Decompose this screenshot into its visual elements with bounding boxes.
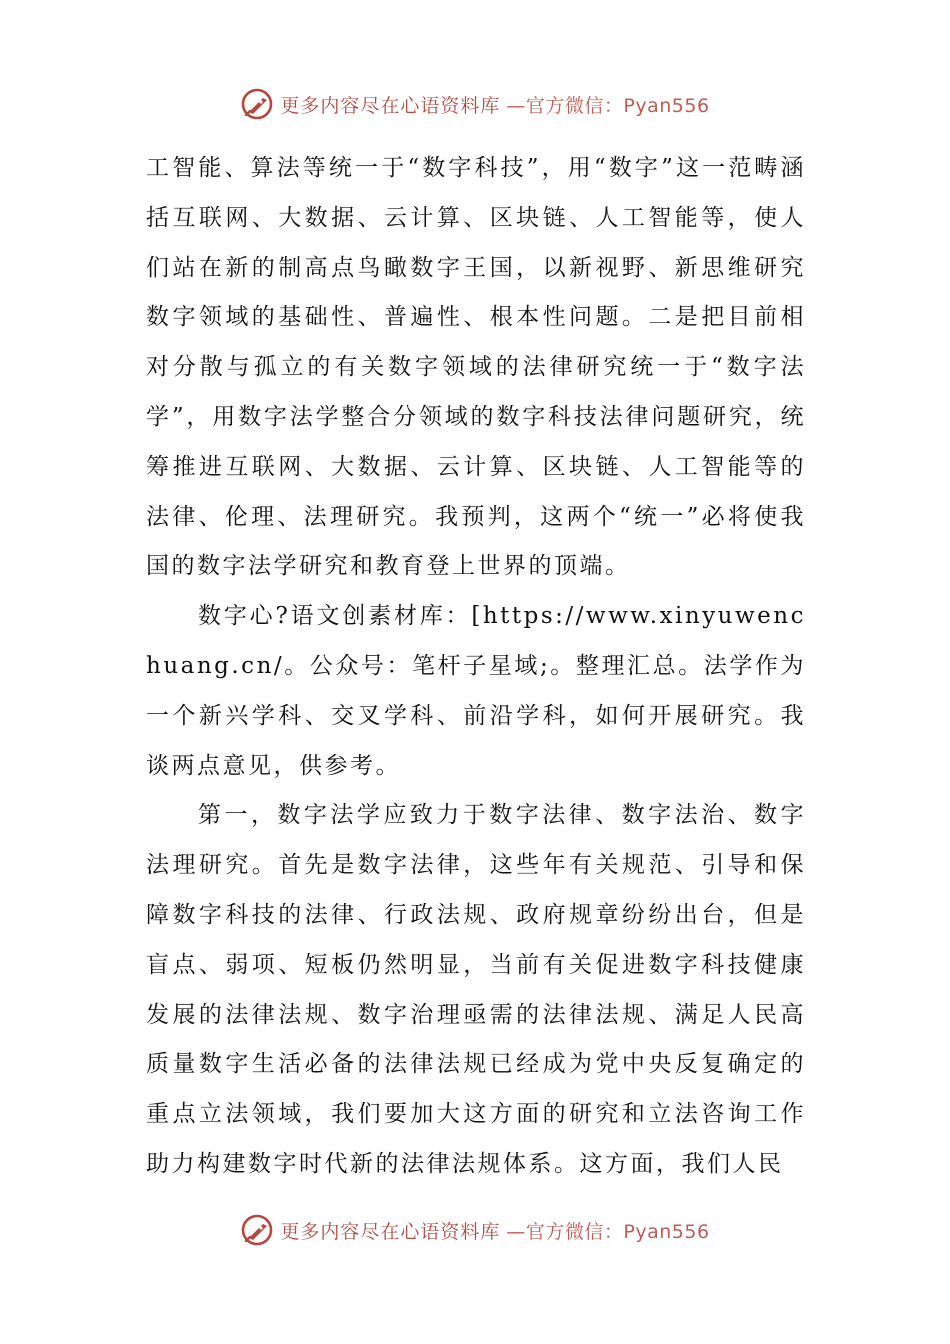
- paragraph-1: 工智能、算法等统一于“数字科技”，用“数字”这一范畴涵括互联网、大数据、云计算、区块链、人工智能等，使人们站在新的制高点鸟瞰数字王国，以新视野、新思维研究数字领域的基础性、普遍性、根本性问题。二是把目前相对分散与孤立的有关数字领域的法律研究统一于“数字法学”，用数字法学整合分领域的数字科技法律问题研究，统筹推进互联网、大数据、云计算、区块链、人工智能等的法律、伦理、法理研究。我预判，这两个“统一”必将使我国的数字法学研究和教育登上世界的顶端。: [146, 155, 806, 580]
- footer-banner: [0, 1208, 950, 1252]
- footer-wechat-text: —官方微信：Pyan556: [506, 1220, 710, 1243]
- header-banner-content: [240, 87, 709, 121]
- paragraph-2: 数字心?语文创素材库：[https://www.xinyuwenchuang.cn/。公众号：笔杆子星域;。整理汇总。法学作为一个新兴学科、交叉学科、前沿学科，如何开展研究。我谈两点意见，供参考。: [146, 603, 806, 779]
- header-wechat-text: —官方微信：Pyan556: [506, 94, 710, 117]
- footer-banner-content: [240, 1213, 709, 1247]
- pen-nib-logo-icon: [240, 87, 274, 121]
- pen-nib-logo-icon: [240, 1213, 274, 1247]
- header-brand-text: 更多内容尽在心语资料库: [280, 94, 501, 117]
- document-body: [146, 144, 806, 1190]
- header-banner: [0, 82, 950, 126]
- paragraph-3: 第一，数字法学应致力于数字法律、数字法治、数字法理研究。首先是数字法律，这些年有关规范、引导和保障数字科技的法律、行政法规、政府规章纷纷出台，但是盲点、弱项、短板仍然明显，当前有关促进数字科技健康发展的法律法规、数字治理亟需的法律法规、满足人民高质量数字生活必备的法律法规已经成为党中央反复确定的重点立法领域，我们要加大这方面的研究和立法咨询工作助力构建数字时代新的法律法规体系。这方面，我们人民: [146, 802, 806, 1177]
- footer-brand-text: 更多内容尽在心语资料库: [280, 1220, 501, 1243]
